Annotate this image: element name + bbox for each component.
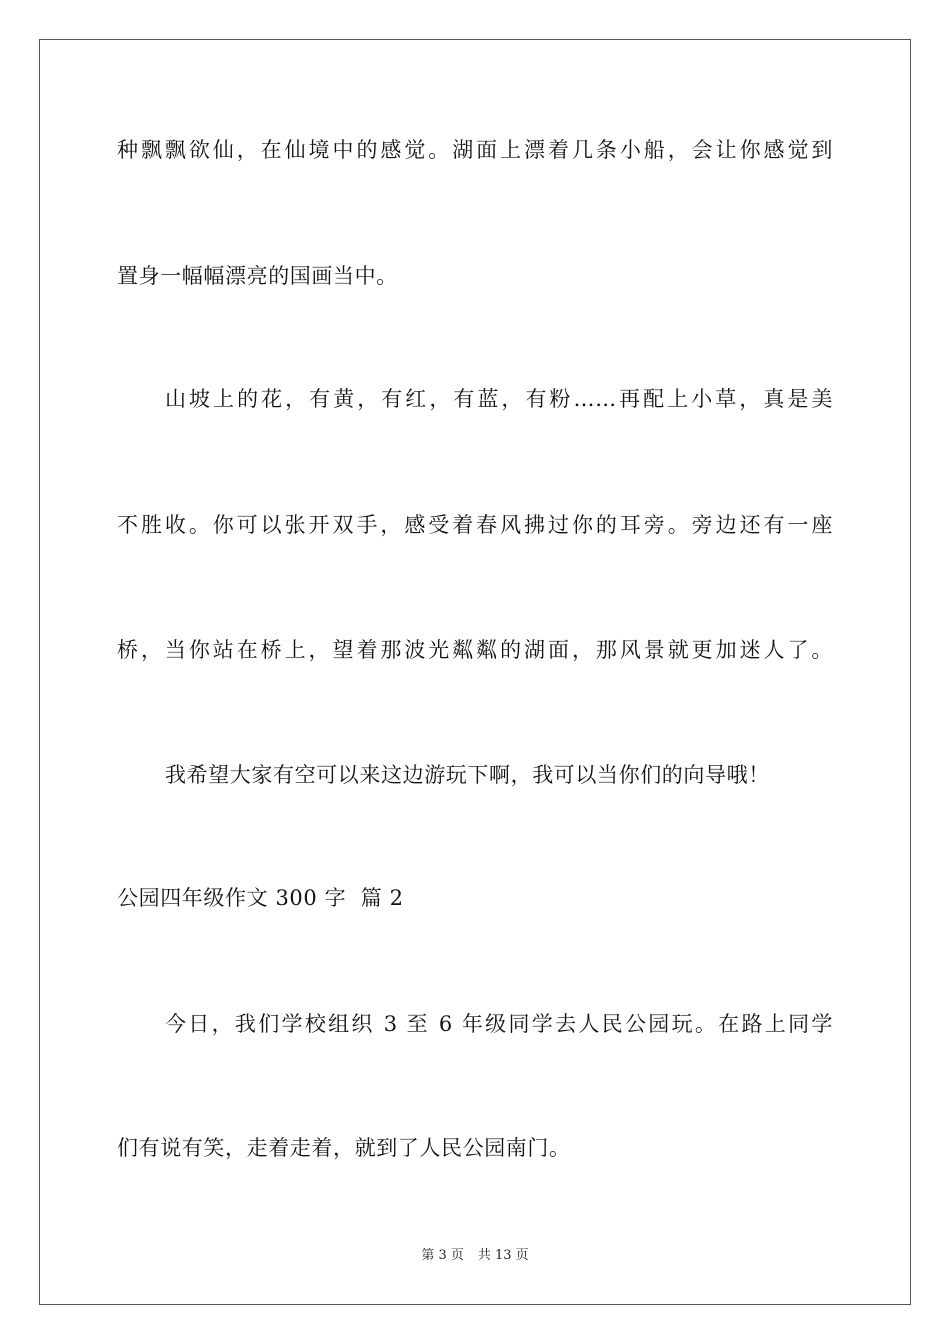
- text-line-7: 今日，我们学校组织 3 至 6 年级同学去人民公园玩。在路上同学: [165, 1012, 833, 1036]
- text-line-3: 山坡上的花，有黄，有红，有蓝，有粉……再配上小草，真是美: [165, 387, 833, 411]
- section-heading: 公园四年级作文 300 字 篇 2: [117, 886, 404, 910]
- page-border: [39, 39, 911, 1305]
- text-line-1: 种飘飘欲仙，在仙境中的感觉。湖面上漂着几条小船，会让你感觉到: [117, 138, 833, 162]
- page-footer: [0, 1248, 950, 1264]
- text-line-8: 们有说有笑，走着走着，就到了人民公园南门。: [117, 1136, 571, 1160]
- text-line-6: 我希望大家有空可以来这边游玩下啊，我可以当你们的向导哦！: [165, 763, 770, 787]
- text-line-2: 置身一幅幅漂亮的国画当中。: [117, 264, 398, 288]
- page-number: 第 3 页: [421, 1248, 464, 1263]
- text-line-4: 不胜收。你可以张开双手，感受着春风拂过你的耳旁。旁边还有一座: [117, 513, 833, 537]
- page-total: 共 13 页: [477, 1248, 529, 1263]
- text-line-5: 桥，当你站在桥上，望着那波光粼粼的湖面，那风景就更加迷人了。: [117, 638, 833, 662]
